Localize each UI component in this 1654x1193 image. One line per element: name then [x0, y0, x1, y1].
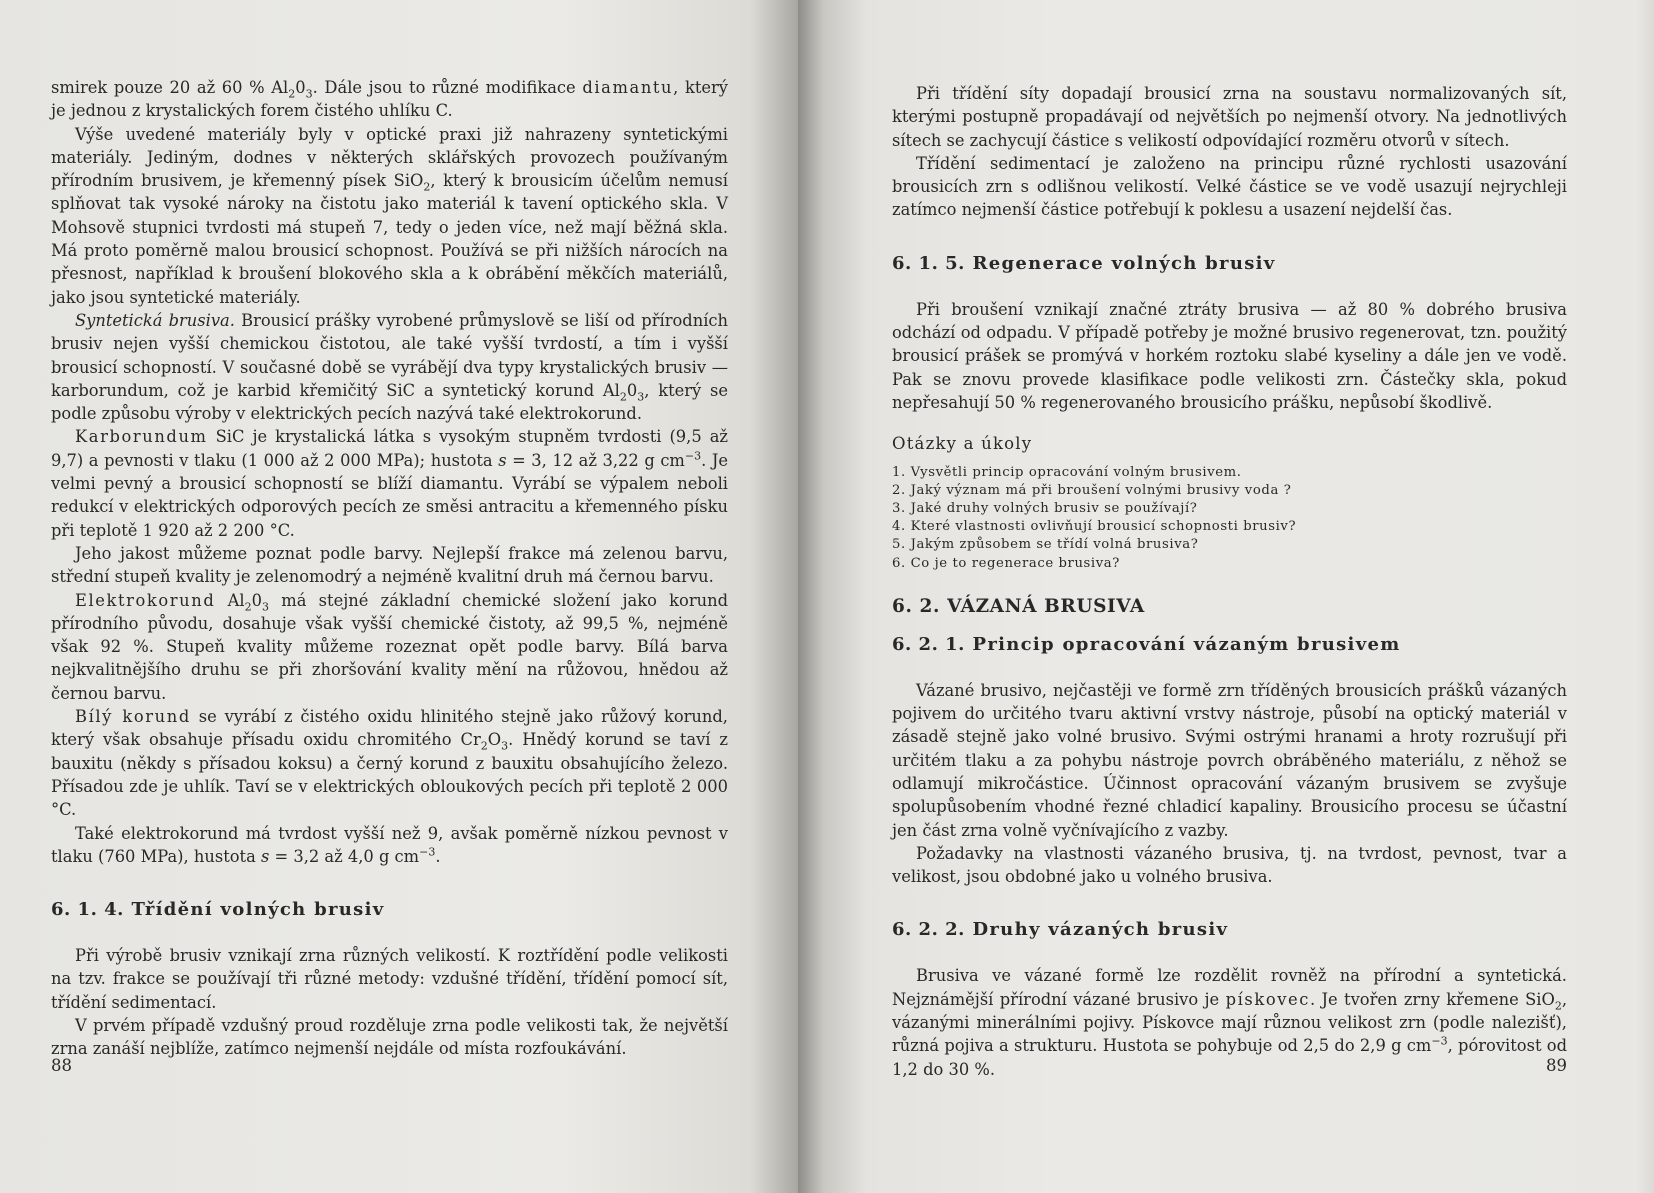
term-bily-korund: Bílý korund	[75, 707, 191, 727]
question-item: 1. Vysvětli princip opracování volným brusivem.	[892, 464, 1242, 480]
section-heading-6-2-1: 6. 2. 1. Princip opracování vázaným brusivem	[892, 633, 1401, 655]
left-page	[0, 0, 798, 1193]
term-diamant: diamantu	[582, 78, 674, 97]
paragraph: Elektrokorund $Al_20_3$ má stejné základní chemické složení jako korund přírodního původu, dosahuje však vyšší chemické čistoty, až 99,5 %, nejméně však 92 %. Stupeň kvality můžeme rozeznat opět podle barvy. Bílá barva nejkvalitnějšího druhu se při zhoršování kvality mění na růžovou, hnědou až černou barvu.	[51, 590, 728, 703]
paragraph: Při výrobě brusiv vznikají zrna různých velikostí. K roztřídění podle velikosti na tzv. frakce se používají tři různé metody: vzdušné třídění, třídění pomocí sít, třídění sedimentací.	[51, 946, 728, 1012]
term-elektrokorund: Elektrokorund	[75, 590, 216, 610]
question-item: 4. Které vlastnosti ovlivňují brousicí schopnosti brusiv?	[892, 519, 1297, 535]
left-page-text	[51, 76, 728, 1061]
paragraph: Také elektrokorund má tvrdost vyšší než 9, avšak poměrně nízkou pevnost v tlaku (760 MPa), hustota s = 3,2 až 4,0 g $cm^{-3}$.	[51, 823, 728, 866]
questions-title: Otázky a úkoly	[892, 434, 1033, 454]
chapter-heading-6-2: 6. 2. VÁZANÁ BRUSIVA	[892, 595, 1145, 617]
right-page	[798, 0, 1654, 1193]
paragraph: Karborundum SiC je krystalická látka s vysokým stupněm tvrdosti (9,5 až 9,7) a pevnosti v tlaku (1 000 až 2 000 MPa); hustota s = 3, 12 až 3,22 g $cm^{-3}$. Je velmi pevný a brousicí schopností se blíží diamantu. Vyrábí se výpalem neboli redukcí v elektrických odporových pecích ze směsi antracitu a křemenného písku při teplotě 1 920 až 2 200 °C.	[51, 427, 728, 540]
term-synteticka-brusiva: Syntetická brusiva.	[75, 310, 235, 330]
question-item: 2. Jaký význam má při broušení volnými brusivy voda ?	[892, 482, 1292, 498]
question-item: 6. Co je to regenerace brusiva?	[892, 555, 1120, 571]
section-heading-6-1-5: 6. 1. 5. Regenerace volných brusiv	[892, 252, 1276, 274]
question-item: 5. Jakým způsobem se třídí volná brusiva?	[892, 537, 1199, 553]
section-heading-6-1-4: 6. 1. 4. Třídění volných brusiv	[51, 899, 385, 921]
paragraph: Vázané brusivo, nejčastěji ve formě zrn tříděných brousicích prášků vázaných pojivem do určitého tvaru aktivní vrstvy nástroje, působí na optický materiál v zásadě stejně jako volné brusivo. Svými ostrými hranami a hroty rozrušují při určitém tlaku a za pohybu nástroje povrch obráběného materiálu, z něhož se odlamují mikročástice. Účinnost opracování vázaným brusivem se zvyšuje spolupůsobením vhodné řezné chladicí kapaliny. Brousicího procesu se účastní jen část zrna volně vyčnívajícího z vazby.	[892, 680, 1567, 840]
paragraph: Výše uvedené materiály byly v optické praxi již nahrazeny syntetickými materiály. Jediným, dodnes v některých sklářských provozech používaným přírodním brusivem, je křemenný písek SiO$_2$, který k brousicím účelům nemusí splňovat tak vysoké nároky na čistotu jako materiál k tavení optického skla. V Mohsově stupnici tvrdosti má stupeň 7, tedy o jeden více, než mají běžná skla. Má proto poměrně malou brousicí schopnost. Používá se při nižších nárocích na přesnost, například k broušení blokového skla a k obrábění měkčích materiálů, jako jsou syntetické materiály.	[51, 124, 728, 307]
paragraph: Při třídění síty dopadají brousicí zrna na soustavu normalizovaných sít, kterými postupně propadávají od největších po nejmenší otvory. Na jednotlivých sítech se zachycují částice s velikostí odpovídající rozměru otvorů v sítech.	[892, 84, 1567, 150]
paragraph: Bílý korund se vyrábí z čistého oxidu hlinitého stejně jako růžový korund, který však obsahuje přísadu oxidu chromitého $Cr_2O_3$. Hnědý korund se taví z bauxitu (někdy s přísadou koksu) a černý korund z bauxitu obsahujícího železo. Přísadou zde je uhlík. Taví se v elektrických obloukových pecích při teplotě 2 000 °C.	[51, 707, 729, 820]
paragraph: Požadavky na vlastnosti vázaného brusiva, tj. na tvrdost, pevnost, tvar a velikost, jsou obdobné jako u volného brusiva.	[892, 843, 1567, 887]
paragraph: Jeho jakost můžeme poznat podle barvy. Nejlepší frakce má zelenou barvu, střední stupeň kvality je zelenomodrý a nejméně kvalitní druh má černou barvu.	[51, 543, 728, 587]
paragraph: Třídění sedimentací je založeno na principu různé rychlosti usazování brousicích zrn s odlišnou velikostí. Velké částice se ve vodě usazují nejrychleji zatímco nejmenší částice potřebují k poklesu a usazení nejdelší čas.	[892, 153, 1567, 220]
section-heading-6-2-2: 6. 2. 2. Druhy vázaných brusiv	[892, 919, 1229, 941]
paragraph: V prvém případě vzdušný proud rozděluje zrna podle velikosti tak, že největší zrna zanáší nejblíže, zatímco nejmenší nejdále od místa rozfoukávání.	[51, 1015, 728, 1059]
question-item: 3. Jaké druhy volných brusiv se používají?	[892, 500, 1198, 516]
term-piskovec: pískovec	[1225, 989, 1310, 1009]
questions-list	[892, 464, 1567, 573]
page-number-left: 88	[51, 1056, 72, 1075]
paragraph: Při broušení vznikají značné ztráty brusiva — až 80 % dobrého brusiva odchází od odpadu. V případě potřeby je možné brusivo regenerovat, tzn. použitý brousicí prášek se promývá v horkém roztoku slabé kyseliny a dále jen ve vodě. Pak se znovu provede klasifikace podle velikosti zrn. Částečky skla, pokud nepřesahují 50 % regenerovaného brousicího prášku, nepůsobí škodlivě.	[892, 299, 1567, 412]
right-page-text	[892, 82, 1567, 1081]
paragraph: Syntetická brusiva. Brousicí prášky vyrobené průmyslově se liší od přírodních brusiv nejen vyšší chemickou čistotou, ale také vyšší tvrdostí, a tím i vyšší brousicí schopností. V současné době se vyrábějí dva typy krystalických brusiv — karborundum, což je karbid křemičitý SiC a syntetický korund $Al_20_3$, který se podle způsobu výroby v elektrických pecích nazývá také elektrokorund.	[51, 310, 729, 424]
paragraph: Brusiva ve vázané formě lze rozdělit rovněž na přírodní a syntetická. Nejznámější přírodní vázané brusivo je pískovec. Je tvořen zrny křemene SiO$_2$, vázanými minerálními pojivy. Pískovce mají různou velikost zrn (podle nalezišť), různá pojiva a strukturu. Hustota se pohybuje od 2,5 do 2,9 g $cm^{-3}$, pórovitost od 1,2 do 30 %.	[892, 966, 1567, 1079]
paragraph: smirek pouze 20 až 60 % $Al_20_3$. Dále jsou to různé modifikace diamantu, který je jednou z krystalických forem čistého uhlíku C.	[51, 78, 728, 121]
page-number-right: 89	[1546, 1056, 1567, 1075]
term-karborundum: Karborundum	[75, 427, 208, 447]
